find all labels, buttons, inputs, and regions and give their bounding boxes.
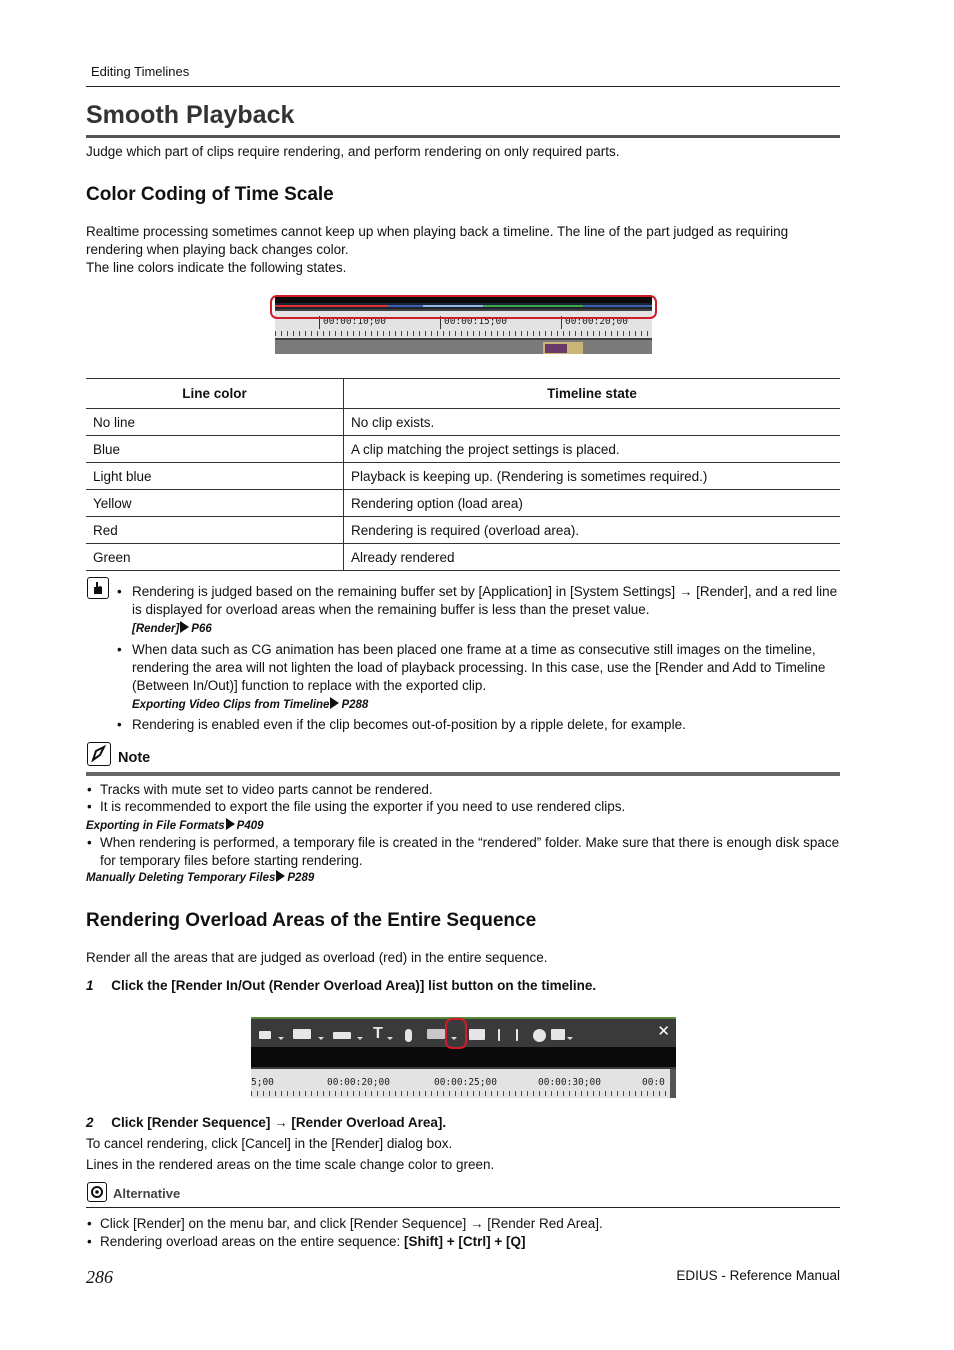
window-icon[interactable] (551, 1029, 565, 1040)
timecode-label: 00:00:10;00 (323, 316, 386, 327)
xref-exporting-video[interactable] (132, 697, 368, 711)
page-number: 286 (86, 1267, 113, 1287)
keyboard-shortcut: [Shift] + [Ctrl] + [Q] (403, 1234, 526, 1249)
tip-bullet: • Rendering is judged based on the remaining buffer set by [Application] in [System Settings] → [Render], and a red line is displayed for overload areas when the remaining buffer is less than the preset value. (132, 583, 838, 619)
title-rule (86, 135, 840, 138)
cell-timeline-state: No clip exists. (344, 409, 841, 436)
cell-timeline-state: A clip matching the project settings is placed. (344, 436, 841, 463)
highlight-outline (270, 295, 657, 319)
clock-icon[interactable] (533, 1029, 546, 1042)
arrow-right-icon (180, 621, 189, 633)
column-header-timeline-state: Timeline state (344, 379, 841, 409)
section1-para2: The line colors indicate the following states. (86, 260, 347, 275)
xref-exporting-file-formats[interactable] (86, 818, 264, 832)
timecode-label: 00:00:20;00 (565, 316, 628, 327)
section1-para1: Realtime processing sometimes cannot keep up when playing back a timeline. The line of the part judged as requiring rendering when playing back changes color. (86, 224, 789, 257)
manual-title: EDIUS - Reference Manual (676, 1268, 840, 1283)
xref-page: P409 (236, 820, 264, 832)
ruler-ticks (251, 1091, 671, 1096)
cell-line-color: No line (86, 409, 344, 436)
marker-icon[interactable] (333, 1032, 351, 1039)
timeline-black-band (251, 1047, 676, 1067)
xref-deleting-temp-files[interactable] (86, 870, 314, 884)
clip-thumbnail (545, 344, 567, 353)
chevron-down-icon[interactable] (318, 1037, 324, 1040)
track-icon[interactable] (293, 1029, 311, 1039)
xref-text: [Render] (132, 623, 180, 635)
step-text: Click [Render Sequence] → [Render Overload Area]. (111, 1115, 447, 1130)
close-icon[interactable]: ✕ (657, 1023, 670, 1040)
alternative-bullet (100, 1233, 840, 1251)
chevron-down-icon[interactable] (387, 1037, 393, 1040)
section-heading-render-overload: Rendering Overload Areas of the Entire Sequence (86, 910, 537, 931)
cell-line-color: Blue (86, 436, 344, 463)
xref-render[interactable] (132, 621, 212, 635)
cell-timeline-state: Playback is keeping up. (Rendering is sometimes required.) (344, 463, 841, 490)
mixer-icon[interactable] (498, 1029, 518, 1041)
timecode-label: 00:00:30;00 (538, 1077, 601, 1088)
section1-paragraph (86, 223, 842, 277)
timecode-label: 00:00:25;00 (434, 1077, 497, 1088)
xref-page: P288 (341, 699, 369, 711)
step-text: Click the [Render In/Out (Render Overload Area)] list button on the timeline. (111, 978, 597, 993)
table-row (86, 409, 840, 436)
note-pencil-icon (87, 742, 111, 766)
step-2 (86, 1115, 840, 1130)
alternative-label: Alternative (113, 1186, 181, 1201)
cell-timeline-state: Rendering option (load area) (344, 490, 841, 517)
table-row (86, 517, 840, 544)
timecode-label: 00:00:15;00 (444, 316, 507, 327)
microphone-icon[interactable] (405, 1029, 412, 1042)
alternative-gear-icon (87, 1182, 107, 1202)
cell-timeline-state: Already rendered (344, 544, 841, 571)
green-lines-text: Lines in the rendered areas on the time scale change color to green. (86, 1157, 495, 1172)
chevron-down-icon[interactable] (278, 1037, 284, 1040)
highlight-outline (445, 1018, 467, 1049)
xref-text: Manually Deleting Temporary Files (86, 872, 276, 884)
tip-bullet: • When data such as CG animation has been placed one frame at a time as consecutive still images on the timeline, rendering the area will not lighten the load of playback processing. In this case, use the [Render and Add to Timeline (Between In/Out)] function to replace with the exported clip. (132, 641, 838, 695)
step-number: 1 (86, 978, 94, 993)
grid-icon[interactable] (469, 1029, 485, 1040)
timecode-label: 5;00 (251, 1077, 274, 1088)
note-bullet: • When rendering is performed, a temporary file is created in the “rendered” folder. Make sure that there is enough disk space for temporary files before starting rendering. (100, 834, 840, 870)
chevron-down-icon[interactable] (567, 1037, 573, 1040)
chevron-down-icon[interactable] (357, 1037, 363, 1040)
note-bullet: • It is recommended to export the file using the exporter if you need to use rendered clips. (100, 798, 840, 816)
line-color-table (86, 378, 840, 571)
cell-line-color: Red (86, 517, 344, 544)
alternative-text: Rendering overload areas on the entire sequence: (100, 1234, 404, 1249)
note-bullet: • Tracks with mute set to video parts cannot be rendered. (100, 781, 840, 799)
timecode-label: 00:00:20;00 (327, 1077, 390, 1088)
cell-line-color: Green (86, 544, 344, 571)
cell-line-color: Yellow (86, 490, 344, 517)
timecode-label: 00:0 (642, 1077, 665, 1088)
xref-text: Exporting Video Clips from Timeline (132, 699, 330, 711)
section-heading-color-coding: Color Coding of Time Scale (86, 184, 334, 205)
title-text-icon[interactable]: T (373, 1025, 383, 1042)
tip-bullet: • Rendering is enabled even if the clip becomes out-of-position by a ripple delete, for example. (132, 716, 838, 734)
arrow-right-icon (276, 870, 285, 882)
header-rule (86, 86, 840, 87)
step-1 (86, 978, 840, 993)
scrollbar[interactable] (670, 1069, 676, 1098)
table-row (86, 436, 840, 463)
cell-line-color: Light blue (86, 463, 344, 490)
arrow-right-icon (330, 697, 339, 709)
alternative-bullet: • Click [Render] on the menu bar, and click [Render Sequence] → [Render Red Area]. (100, 1215, 840, 1233)
table-row (86, 544, 840, 571)
section2-paragraph: Render all the areas that are judged as overload (red) in the entire sequence. (86, 950, 548, 965)
running-head: Editing Timelines (91, 64, 190, 79)
table-row (86, 490, 840, 517)
page-title: Smooth Playback (86, 101, 295, 129)
xref-text: Exporting in File Formats (86, 820, 225, 832)
video-track (275, 340, 652, 354)
cell-timeline-state: Rendering is required (overload area). (344, 517, 841, 544)
table-row (86, 463, 840, 490)
time-ruler (251, 1069, 671, 1098)
intro-text: Judge which part of clips require rendering, and perform rendering on only required parts. (86, 144, 620, 159)
mode-icon[interactable] (259, 1031, 271, 1039)
ruler-ticks (275, 331, 652, 336)
render-icon[interactable] (427, 1029, 445, 1039)
xref-page: P66 (191, 623, 212, 635)
note-rule (86, 772, 840, 776)
cancel-instruction: To cancel rendering, click [Cancel] in the [Render] dialog box. (86, 1136, 453, 1151)
tip-hand-icon (87, 577, 109, 599)
arrow-right-icon (226, 818, 235, 830)
step-number: 2 (86, 1115, 94, 1130)
note-label: Note (118, 750, 151, 766)
xref-page: P289 (287, 872, 315, 884)
column-header-line-color: Line color (86, 379, 344, 409)
alternative-rule (86, 1207, 840, 1208)
